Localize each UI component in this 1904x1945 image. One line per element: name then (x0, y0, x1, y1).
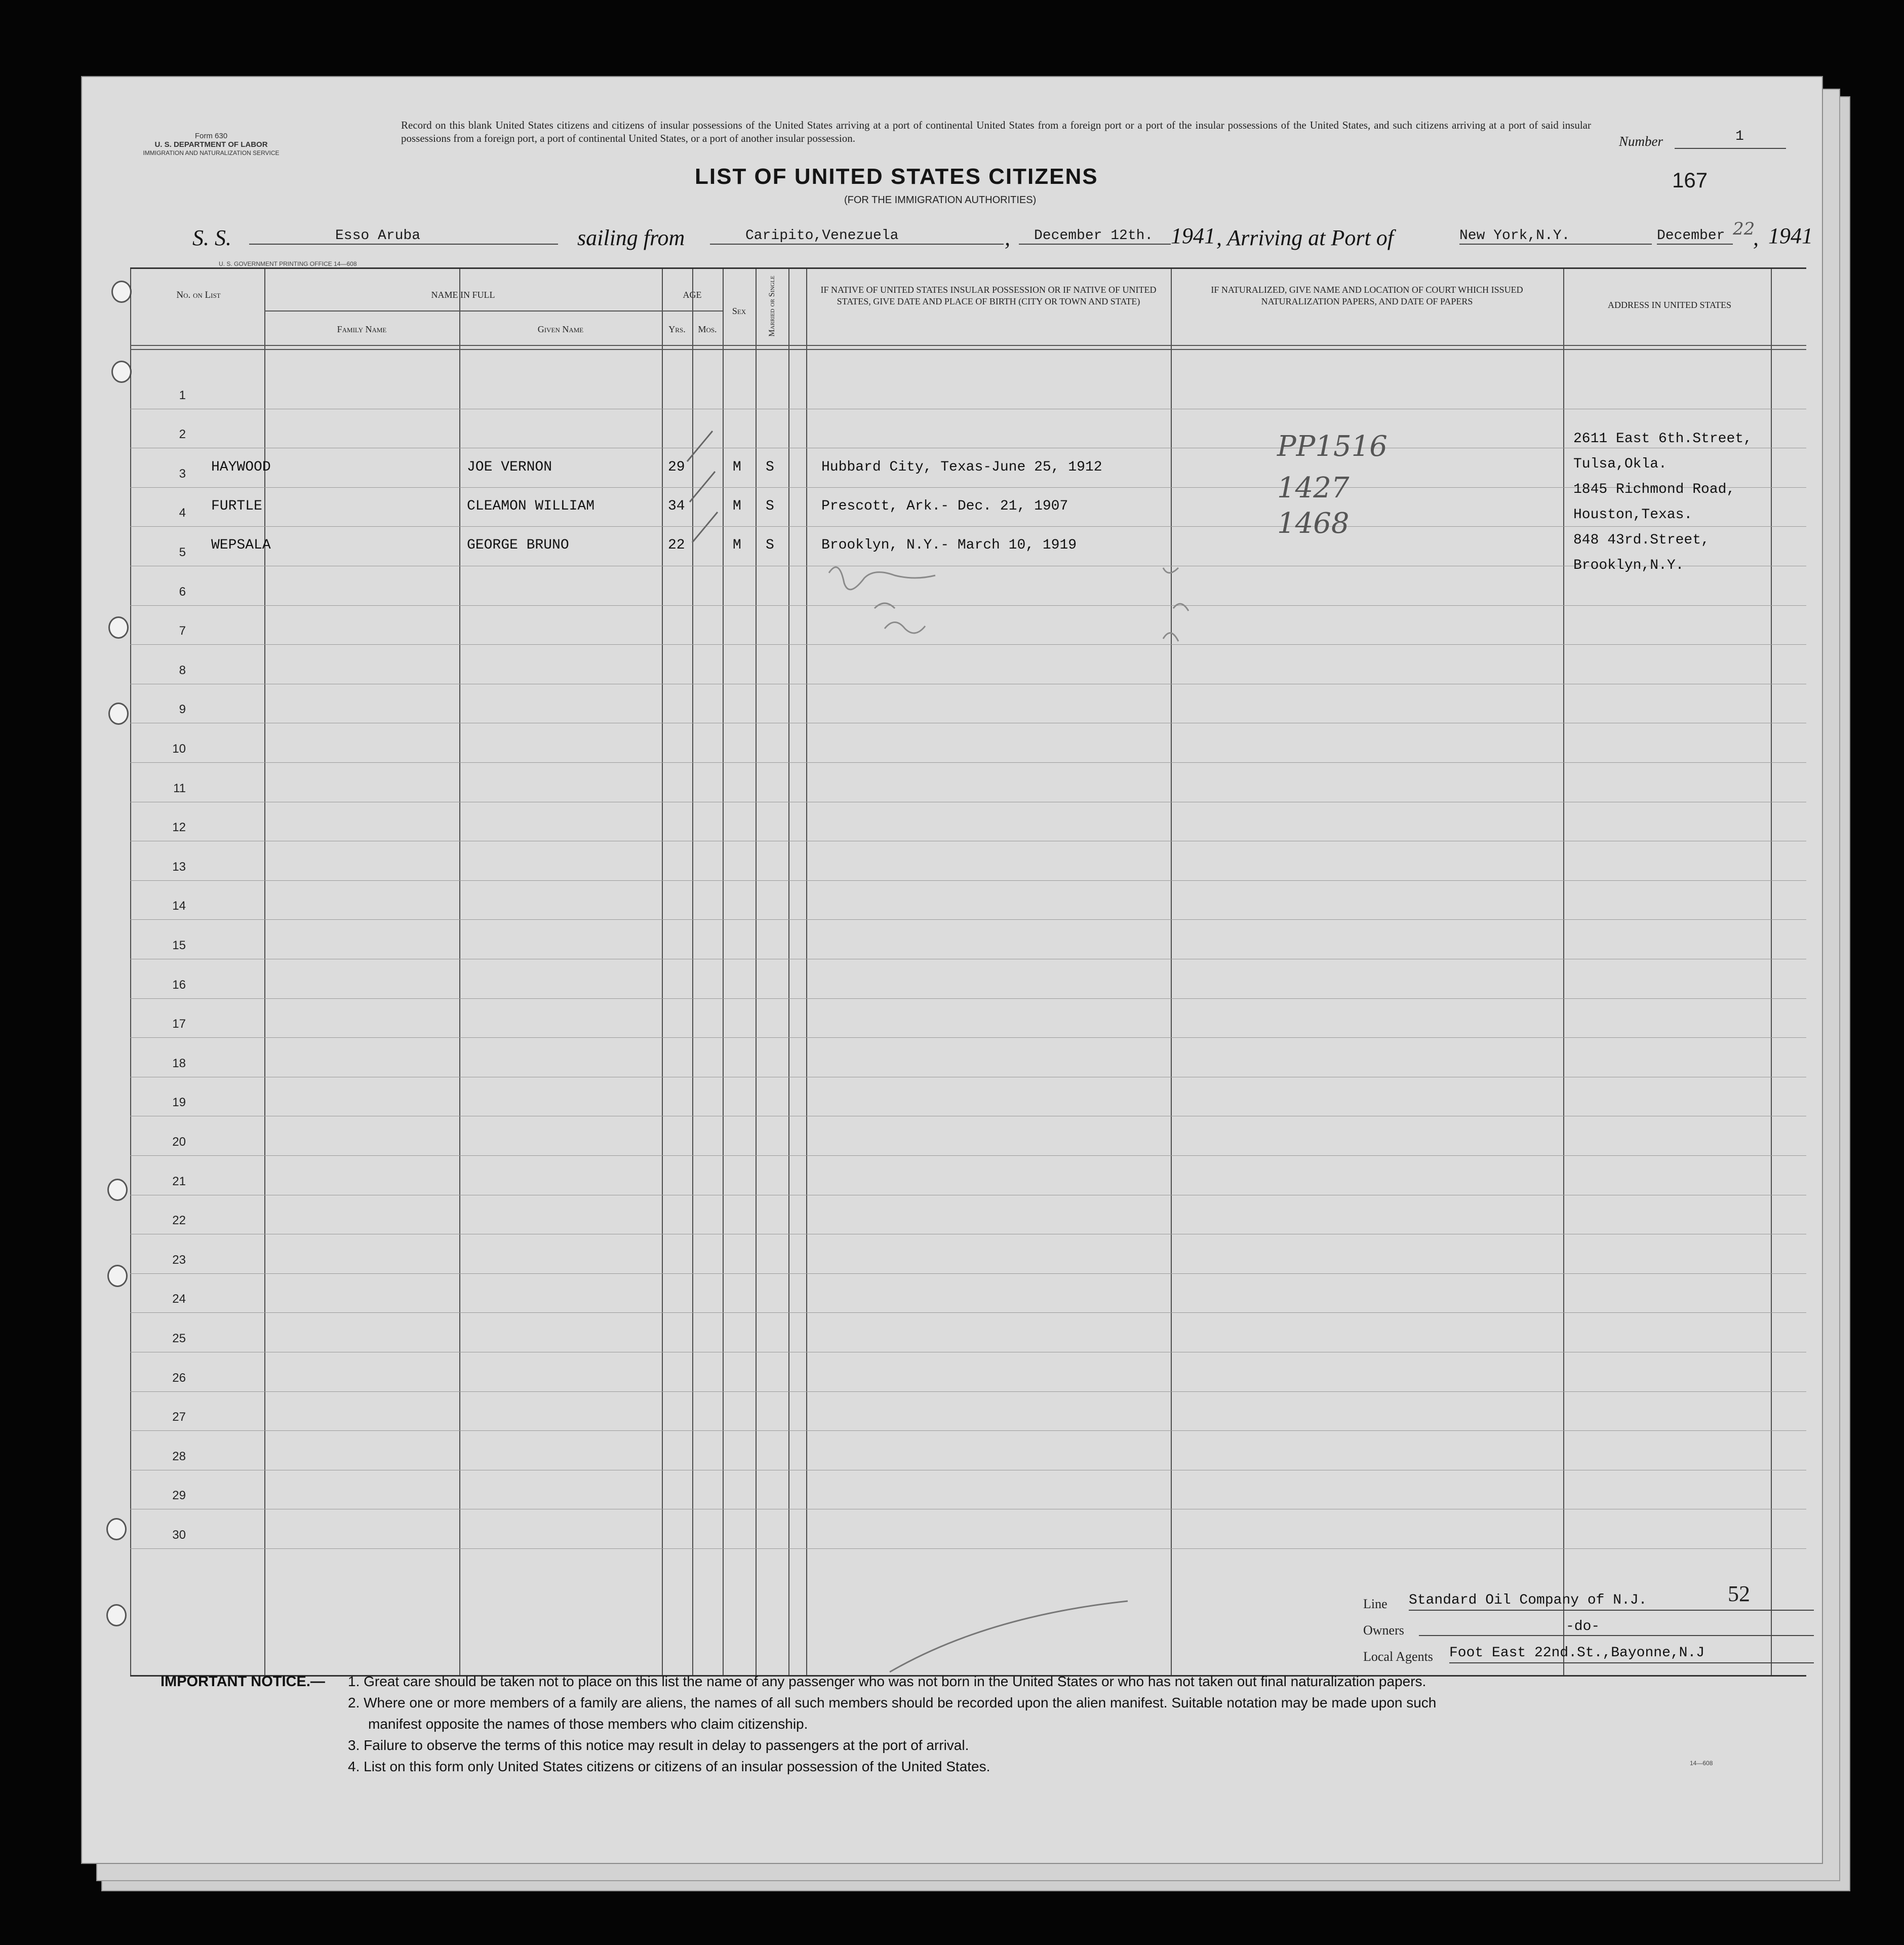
birth-cell: Hubbard City, Texas-June 25, 1912 (821, 459, 1102, 475)
address-line1: 848 43rd.Street, (1573, 532, 1710, 548)
sex-cell: M (733, 498, 741, 514)
sex-cell: M (733, 537, 741, 553)
punch-hole (106, 1604, 127, 1626)
col-divider (1771, 269, 1772, 1675)
header-bottom (130, 349, 1806, 350)
row-rule (130, 1548, 1806, 1549)
col-age: AGE (683, 290, 702, 300)
form-identifier (128, 132, 295, 158)
row-number: 30 (172, 1528, 186, 1542)
marital-cell: S (766, 459, 774, 475)
col-given-name: Given Name (537, 324, 584, 334)
header-divider (264, 310, 662, 312)
sex-cell: M (733, 459, 741, 475)
row-number: 20 (172, 1135, 186, 1149)
row-rule (130, 526, 1806, 527)
row-rule (130, 1312, 1806, 1313)
row-rule (130, 919, 1806, 920)
col-address: ADDRESS IN UNITED STATES (1607, 300, 1732, 310)
tick-marks (682, 421, 743, 563)
row-number: 10 (172, 742, 186, 756)
notice-item-1: 1. Great care should be taken not to place on this list the name of any passenger who was not born in the United States or who has not taken out final naturalization papers. (348, 1674, 1426, 1689)
address-line1: 2611 East 6th.Street, (1573, 431, 1752, 447)
arrival-day: 22 (1733, 219, 1755, 239)
row-number: 15 (172, 939, 186, 952)
arriving-label: , Arriving at Port of (1216, 225, 1394, 250)
col-married-single: Married or Single (768, 276, 776, 337)
row-number: 21 (172, 1175, 186, 1188)
address-line2: Tulsa,Okla. (1573, 456, 1667, 472)
row-number: 12 (172, 821, 186, 834)
row-number: 11 (173, 782, 186, 795)
agents-label: Local Agents (1363, 1649, 1433, 1664)
arrival-date: December (1657, 228, 1733, 245)
col-divider (662, 269, 663, 1675)
header-divider (662, 310, 723, 312)
given-name-cell: GEORGE BRUNO (467, 537, 569, 553)
row-number: 27 (172, 1410, 186, 1424)
number-value: 1 (1735, 129, 1744, 144)
col-divider (756, 269, 757, 1675)
ss-label: S. S. (192, 225, 231, 250)
form-number: Form 630 (194, 132, 228, 140)
form-instructions: Record on this blank United States citizens and citizens of insular possessions of the United States arriving at a port of continental United States from a foreign port or a port of the insular possessions of the United States, and such citizens arriving at a port of said insular possessions from a foreign port, a port of continental United States, or a port of another insular possession. (401, 119, 1591, 144)
punch-hole (108, 616, 129, 639)
pencil-scribbles (788, 553, 1244, 664)
address-line2: Houston,Texas. (1573, 507, 1693, 523)
arrival-year: 1941 (1768, 223, 1813, 248)
notice-lead: IMPORTANT NOTICE.— (161, 1674, 325, 1690)
naturalization-note: PP1516 (1277, 430, 1387, 463)
col-mos: Mos. (698, 324, 717, 334)
owners-value: -do- (1419, 1619, 1814, 1636)
row-number: 9 (179, 703, 186, 716)
departure-year: 1941 (1171, 223, 1215, 248)
naturalization-note: 1468 (1277, 507, 1350, 540)
notice-item-2: 2. Where one or more members of a family are aliens, the names of all such members should be recorded upon the alien manifest. Suitable notation may be made upon such (348, 1695, 1437, 1710)
address-line2: Brooklyn,N.Y. (1573, 558, 1684, 573)
page-subtitle: (FOR THE IMMIGRATION AUTHORITIES) (844, 194, 1037, 206)
row-rule (130, 1037, 1806, 1038)
row-rule (130, 1273, 1806, 1274)
row-number: 16 (172, 978, 186, 992)
age-cell: 22 (668, 537, 685, 553)
birth-cell: Prescott, Ark.- Dec. 21, 1907 (821, 498, 1068, 514)
row-number: 26 (172, 1371, 186, 1385)
row-rule (130, 1430, 1806, 1431)
owners-label: Owners (1363, 1623, 1404, 1638)
punch-hole (107, 1179, 128, 1201)
row-number: 5 (179, 546, 186, 559)
notice-item-2-cont: manifest opposite the names of those members who claim citizenship. (368, 1716, 808, 1732)
page-title: LIST OF UNITED STATES CITIZENS (695, 164, 1098, 189)
row-number: 17 (172, 1017, 186, 1031)
agents-value: Foot East 22nd.St.,Bayonne,N.J (1449, 1645, 1814, 1663)
age-cell: 29 (668, 459, 685, 475)
col-naturalized: IF NATURALIZED, GIVE NAME AND LOCATION OF COURT WHICH ISSUED NATURALIZATION PAPERS, AND DATE OF PAPERS (1211, 285, 1523, 306)
row-number: 22 (172, 1214, 186, 1227)
row-rule (130, 880, 1806, 881)
pencil-stroke (885, 1596, 1138, 1677)
print-code: U. S. GOVERNMENT PRINTING OFFICE 14—608 (219, 260, 357, 267)
sheet-count: 52 (1728, 1581, 1750, 1606)
departure-port: Caripito,Venezuela (710, 228, 1004, 245)
row-number: 3 (179, 467, 186, 481)
row-number: 2 (179, 427, 186, 441)
col-birth: IF NATIVE OF UNITED STATES INSULAR POSSESSION OR IF NATIVE OF UNITED STATES, GIVE DATE AND PLACE OF BIRTH (CITY OR TOWN AND STATE) (820, 285, 1157, 306)
punch-hole (108, 703, 129, 725)
ship-name: Esso Aruba (249, 228, 558, 245)
comma: , (1005, 225, 1010, 250)
row-number: 6 (179, 585, 186, 599)
family-name-cell: HAYWOOD (211, 459, 271, 475)
punch-hole (111, 361, 132, 383)
given-name-cell: JOE VERNON (467, 459, 552, 475)
row-number: 1 (179, 388, 186, 402)
punch-hole (111, 281, 132, 303)
header-bottom (130, 345, 1806, 346)
row-number: 24 (172, 1292, 186, 1306)
col-divider (806, 269, 807, 1675)
line-value: Standard Oil Company of N.J. (1409, 1592, 1814, 1611)
form-code: 14—608 (1690, 1760, 1713, 1767)
arrival-port: New York,N.Y. (1459, 228, 1652, 245)
address-line1: 1845 Richmond Road, (1573, 482, 1735, 497)
col-divider (788, 269, 789, 1675)
number-label: Number (1619, 134, 1663, 149)
row-number: 29 (172, 1489, 186, 1502)
comma: , (1753, 225, 1759, 250)
row-rule (130, 1391, 1806, 1392)
sailing-from-label: sailing from (577, 225, 685, 250)
naturalization-note: 1427 (1277, 472, 1350, 504)
col-name-in-full: NAME IN FULL (431, 290, 495, 300)
row-number: 4 (179, 506, 186, 520)
family-name-cell: FURTLE (211, 498, 262, 514)
punch-hole (107, 1265, 128, 1287)
department-name: U. S. DEPARTMENT OF LABOR (154, 140, 268, 149)
family-name-cell: WEPSALA (211, 537, 271, 553)
punch-hole (106, 1518, 127, 1540)
birth-cell: Brooklyn, N.Y.- March 10, 1919 (821, 537, 1077, 553)
row-number: 8 (179, 664, 186, 677)
col-yrs: Yrs. (668, 324, 686, 334)
manifest-page (81, 76, 1823, 1864)
passenger-table (130, 267, 1806, 1677)
row-rule (130, 1155, 1806, 1156)
notice-item-4: 4. List on this form only United States citizens or citizens of an insular possession of the United States. (348, 1759, 990, 1774)
row-number: 13 (172, 860, 186, 874)
row-rule (130, 487, 1806, 488)
row-number: 19 (172, 1096, 186, 1109)
col-divider (264, 269, 265, 1675)
col-family-name: Family Name (337, 324, 387, 334)
given-name-cell: CLEAMON WILLIAM (467, 498, 595, 514)
col-no-on-list: No. on List (176, 290, 221, 300)
tick-mark (692, 512, 718, 542)
col-divider (1563, 269, 1564, 1675)
departure-date: December 12th. (1019, 228, 1171, 245)
service-name: IMMIGRATION AND NATURALIZATION SERVICE (143, 149, 280, 157)
marital-cell: S (766, 537, 774, 553)
marital-cell: S (766, 498, 774, 514)
line-label: Line (1363, 1597, 1387, 1611)
notice-item-3: 3. Failure to observe the terms of this notice may result in delay to passengers at the port of arrival. (348, 1737, 969, 1753)
tick-mark (690, 472, 715, 502)
col-divider (459, 269, 460, 1675)
tick-mark (687, 431, 712, 461)
row-number: 18 (172, 1057, 186, 1070)
number-line (1675, 148, 1786, 149)
row-rule (130, 998, 1806, 999)
col-divider (1171, 269, 1172, 1675)
row-number: 23 (172, 1253, 186, 1267)
col-sex: Sex (732, 306, 746, 316)
page-number: 167 (1672, 168, 1708, 192)
row-number: 14 (172, 899, 186, 913)
row-number: 28 (172, 1450, 186, 1463)
row-rule (130, 762, 1806, 763)
row-number: 25 (172, 1332, 186, 1345)
age-cell: 34 (668, 498, 685, 514)
row-number: 7 (179, 624, 186, 638)
